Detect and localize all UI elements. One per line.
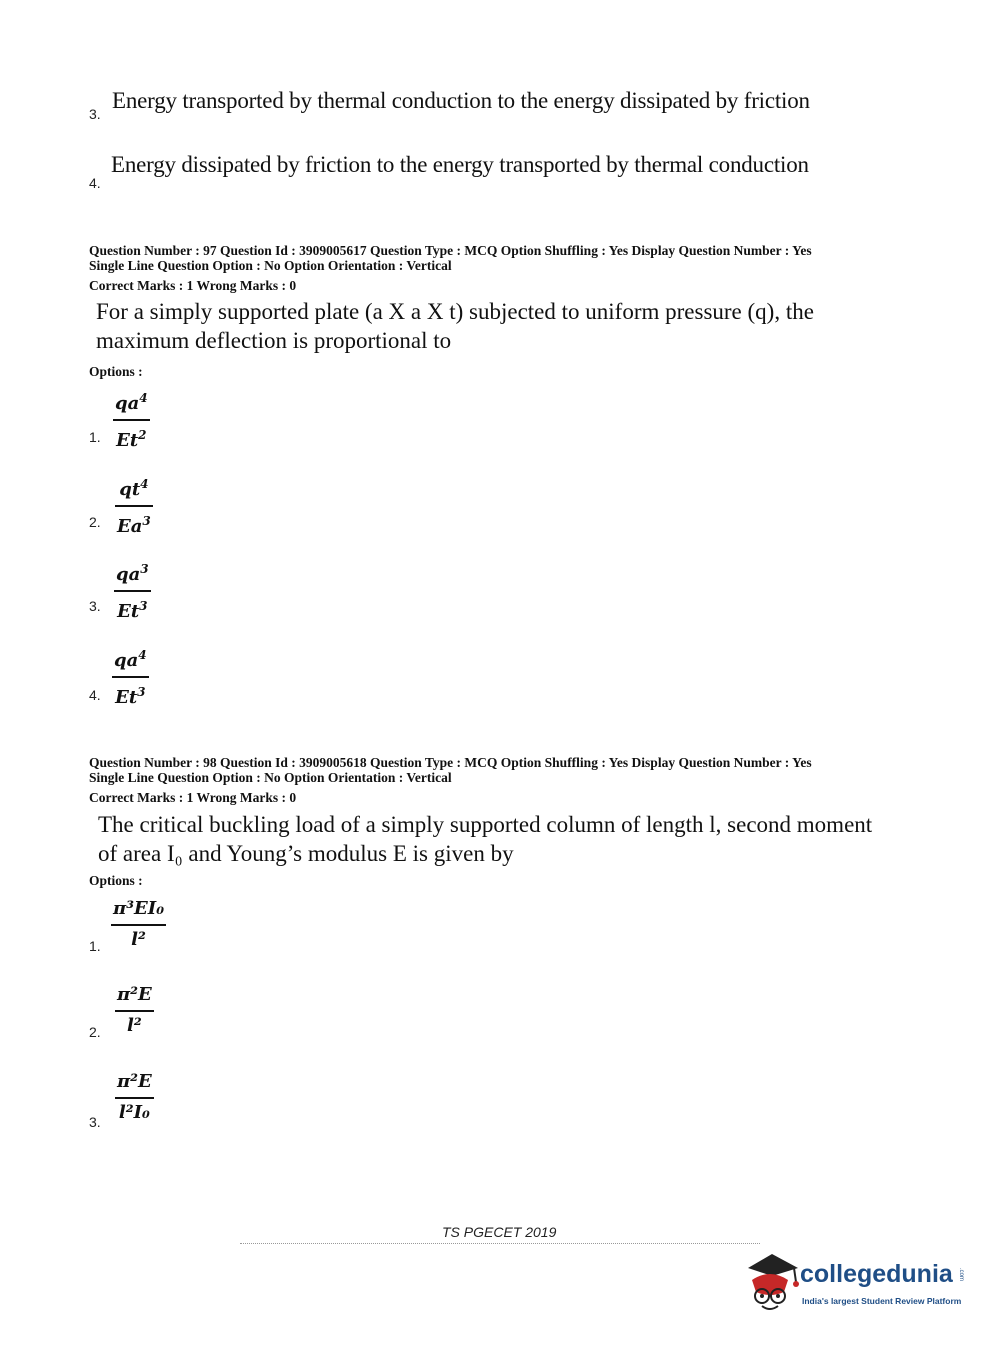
fraction-bar <box>115 1097 154 1099</box>
logo-wordmark: collegedunia <box>800 1260 953 1288</box>
question-text: The critical buckling load of a simply supported column of length l, second moment <box>98 812 873 837</box>
question-marks: Correct Marks : 1 Wrong Marks : 0 <box>89 790 297 805</box>
options-label: Options : <box>89 873 143 888</box>
fraction-bar <box>114 590 151 592</box>
fraction-option-1 <box>111 897 166 952</box>
option-number: 2. <box>89 1024 101 1040</box>
option-number: 3. <box>89 106 101 122</box>
option-number: 2. <box>89 514 101 530</box>
numerator-base: qa <box>114 650 139 671</box>
question-meta: Single Line Question Option : No Option Orientation : Vertical <box>89 258 452 273</box>
numerator-exponent: 4 <box>140 477 149 491</box>
numerator: π³EI₀ <box>113 898 165 919</box>
denominator-base: Ea <box>117 516 143 537</box>
option-number: 4. <box>89 687 101 703</box>
question-meta: Question Number : 97 Question Id : 3909005617 Question Type : MCQ Option Shuffling : Yes Display Question Number : Yes <box>89 243 812 258</box>
option-number: 4. <box>89 175 101 191</box>
option-number: 3. <box>89 1114 101 1130</box>
question-text: of area I₀ and Young’s modulus E is given by <box>98 841 514 866</box>
numerator: π²E <box>117 984 152 1005</box>
logo-tagline: India's largest Student Review Platform <box>802 1296 962 1306</box>
option-number: 1. <box>89 429 101 445</box>
denominator-exponent: 3 <box>142 514 151 528</box>
question-marks: Correct Marks : 1 Wrong Marks : 0 <box>89 278 297 293</box>
denominator-base: Et <box>117 601 140 622</box>
denominator-exponent: 3 <box>137 685 146 699</box>
fraction-option-2 <box>115 472 153 539</box>
fraction-bar <box>113 419 150 421</box>
fraction-option-3 <box>115 1070 154 1125</box>
denominator-base: Et <box>115 687 138 708</box>
numerator-base: qa <box>115 393 140 414</box>
option-text: Energy transported by thermal conduction to the energy dissipated by friction <box>112 88 810 113</box>
denominator: l² <box>131 929 146 950</box>
denominator-exponent: 3 <box>139 599 148 613</box>
collegedunia-logo[interactable] <box>742 1246 972 1316</box>
denominator-exponent: 2 <box>138 428 147 442</box>
option-number: 1. <box>89 938 101 954</box>
option-text: Energy dissipated by friction to the energy transported by thermal conduction <box>111 152 809 177</box>
footer-divider <box>240 1243 760 1244</box>
fraction-bar <box>115 505 153 507</box>
fraction-bar <box>111 924 166 926</box>
denominator-base: Et <box>116 430 139 451</box>
question-text: maximum deflection is proportional to <box>96 328 452 353</box>
question-text: For a simply supported plate (a X a X t) subjected to uniform pressure (q), the <box>96 299 814 324</box>
option-number: 3. <box>89 598 101 614</box>
footer-exam-name: TS PGECET 2019 <box>442 1224 557 1240</box>
numerator-exponent: 4 <box>139 391 148 405</box>
question-meta: Question Number : 98 Question Id : 3909005618 Question Type : MCQ Option Shuffling : Yes Display Question Number : Yes <box>89 755 812 770</box>
options-label: Options : <box>89 364 143 379</box>
fraction-option-1 <box>113 386 150 453</box>
numerator-base: qt <box>119 479 141 500</box>
mascot-icon <box>742 1246 804 1316</box>
denominator: l² <box>127 1015 142 1036</box>
fraction-bar <box>112 676 149 678</box>
fraction-option-4 <box>112 643 149 710</box>
logo-suffix: .com <box>958 1268 964 1282</box>
numerator-exponent: 3 <box>140 562 149 576</box>
numerator-base: qa <box>116 564 141 585</box>
numerator-exponent: 4 <box>138 648 147 662</box>
numerator: π²E <box>117 1071 152 1092</box>
fraction-option-3 <box>114 557 151 624</box>
question-meta: Single Line Question Option : No Option Orientation : Vertical <box>89 770 452 785</box>
denominator: l²I₀ <box>118 1102 150 1123</box>
fraction-option-2 <box>115 983 154 1038</box>
fraction-bar <box>115 1010 154 1012</box>
